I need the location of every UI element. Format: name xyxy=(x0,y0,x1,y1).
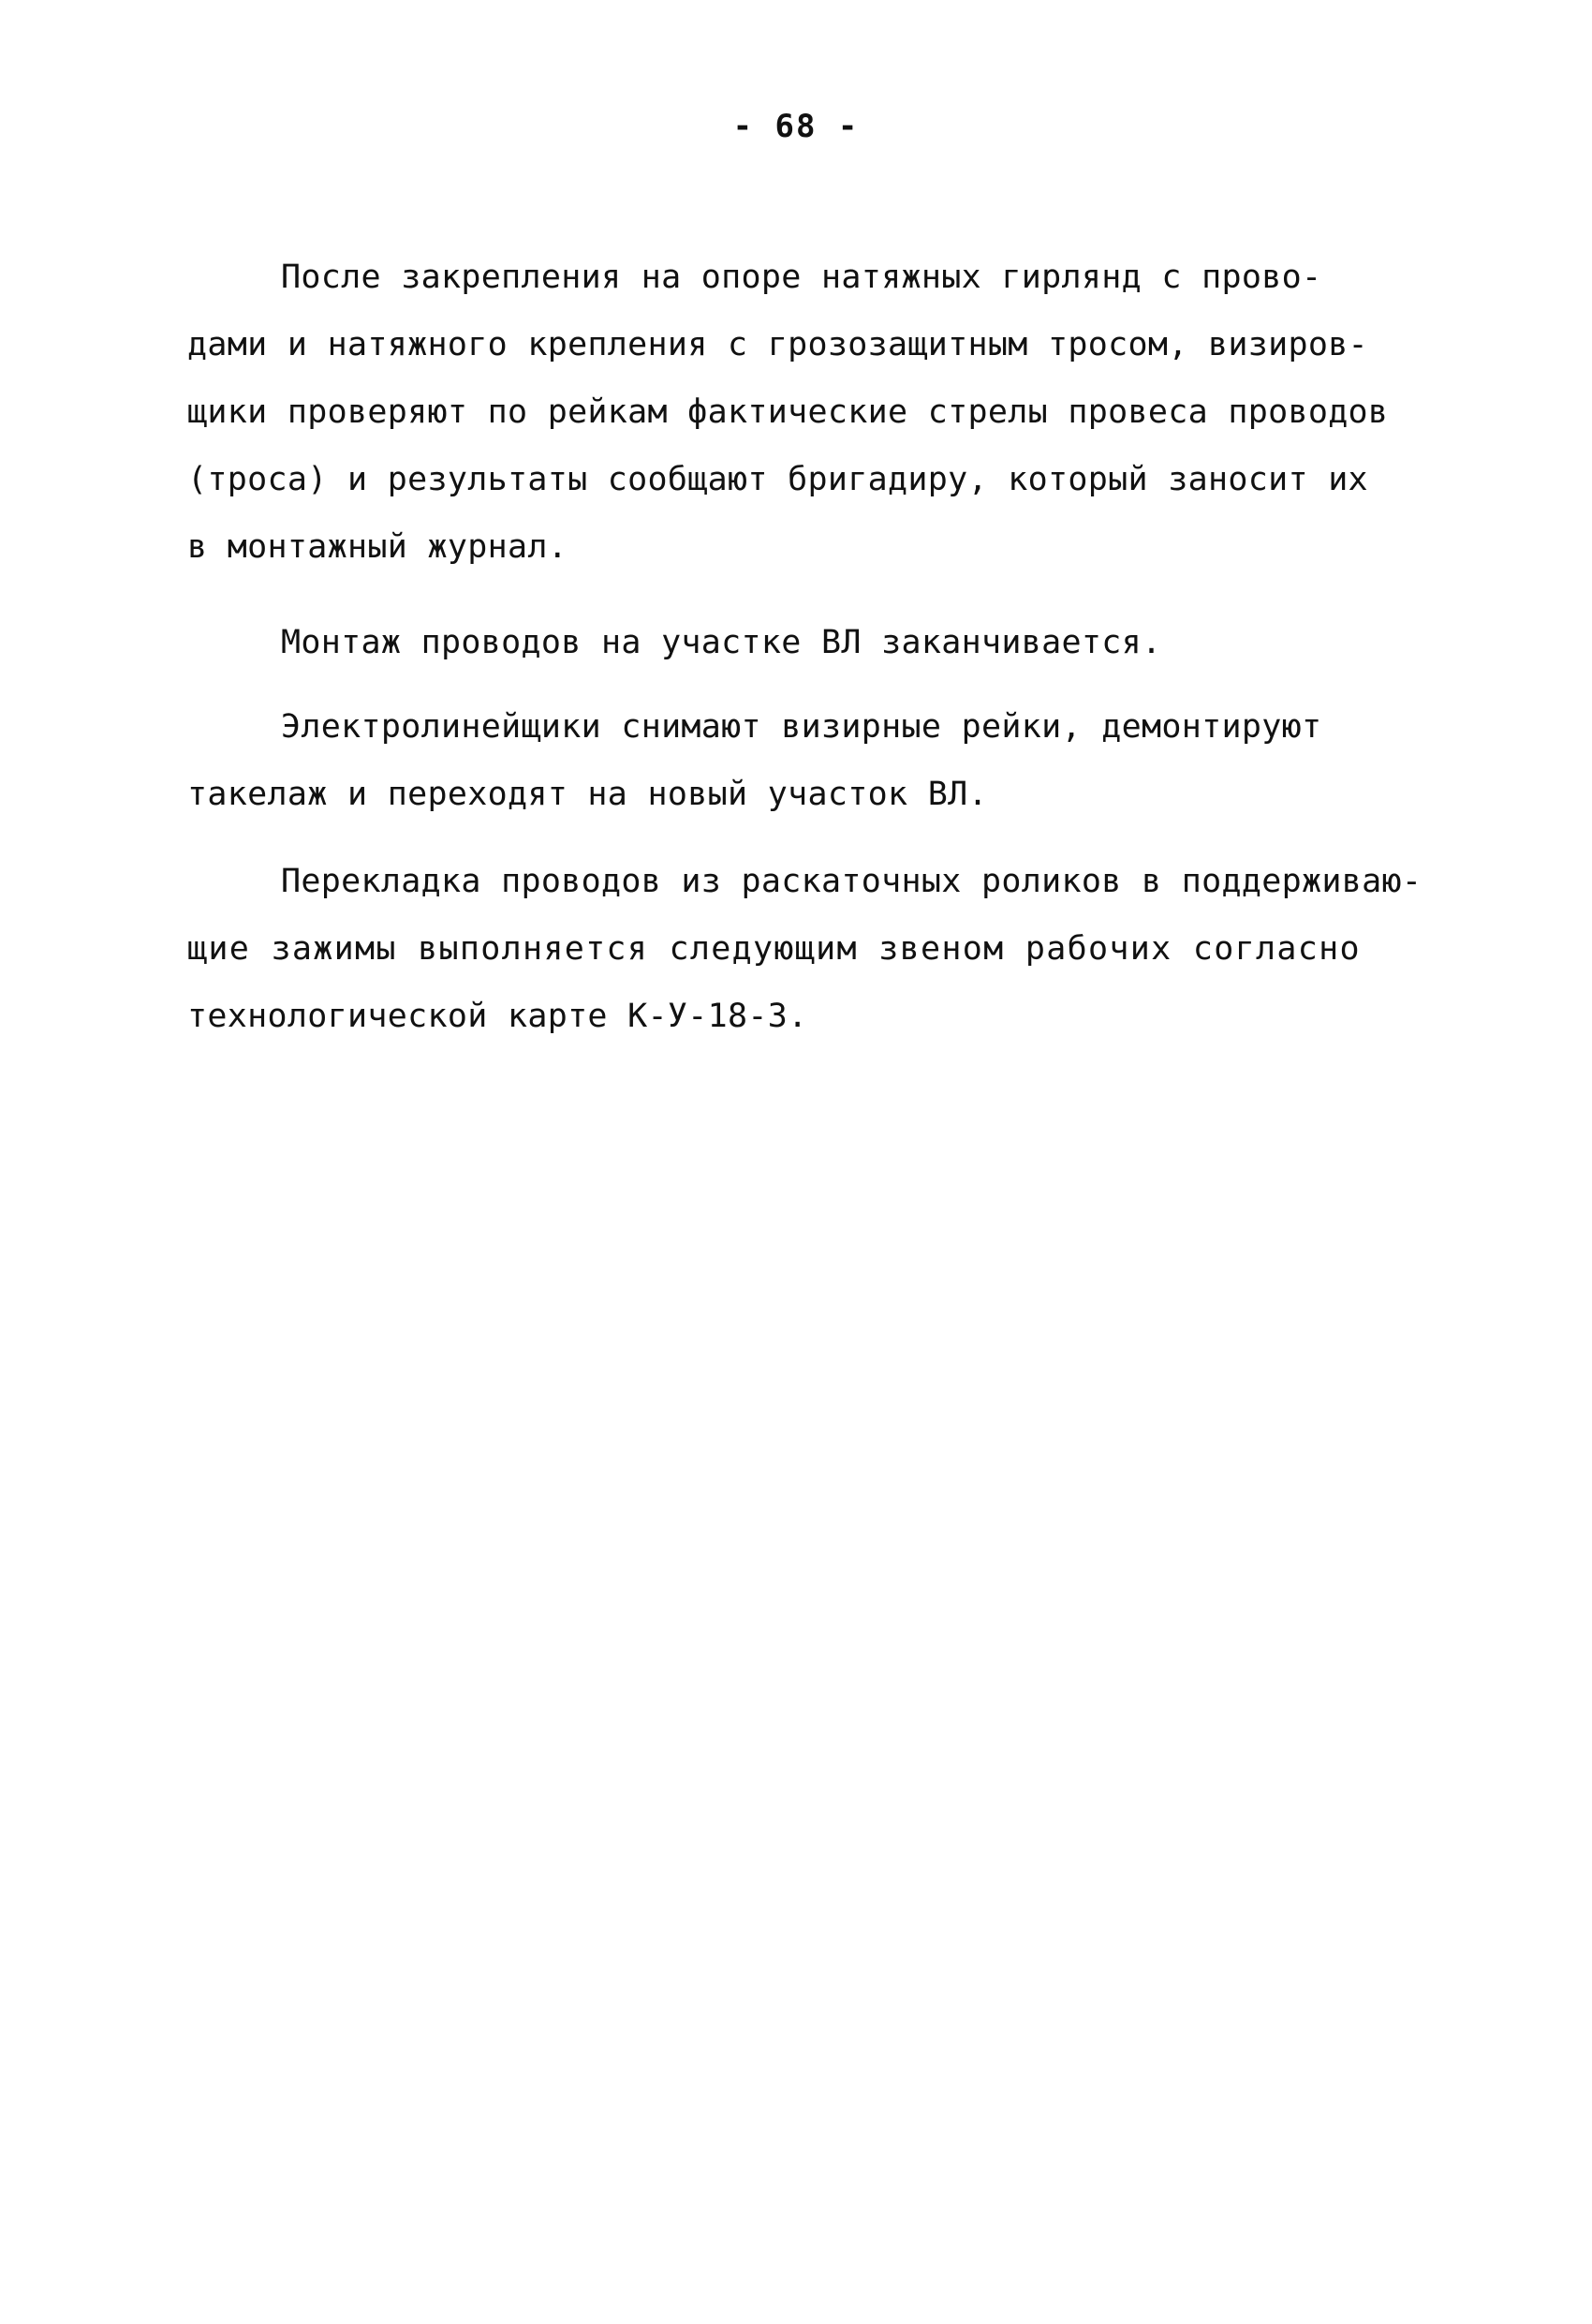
text-line: щики проверяют по рейкам фактические стрелы провеса проводов xyxy=(187,393,1389,431)
paragraph-linemen-move xyxy=(187,693,1321,828)
paragraph-wire-sag-check xyxy=(187,244,1388,581)
text-line: щие зажимы выполняется следующим звеном рабочих согласно xyxy=(187,930,1361,968)
page-number: - 68 - xyxy=(732,108,860,145)
text-line: Электролинейщики снимают визирные рейки, демонтируют xyxy=(281,708,1322,746)
text-line: технологической карте К-У-18-3. xyxy=(187,998,808,1035)
text-line: дами и натяжного крепления с грозозащитным тросом, визиров- xyxy=(187,326,1368,363)
paragraph-installation-complete xyxy=(187,609,1161,676)
text-line: Монтаж проводов на участке ВЛ заканчивается. xyxy=(281,624,1162,661)
paragraph-wire-transfer xyxy=(187,848,1422,1050)
text-line: в монтажный журнал. xyxy=(187,528,568,566)
text-line: (троса) и результаты сообщают бригадиру, который заносит их xyxy=(187,461,1368,498)
text-line: Перекладка проводов из раскаточных роликов в поддерживаю- xyxy=(281,863,1422,900)
text-line: такелаж и переходят на новый участок ВЛ. xyxy=(187,776,988,813)
text-line: После закрепления на опоре натяжных гирлянд с прово- xyxy=(281,259,1322,296)
